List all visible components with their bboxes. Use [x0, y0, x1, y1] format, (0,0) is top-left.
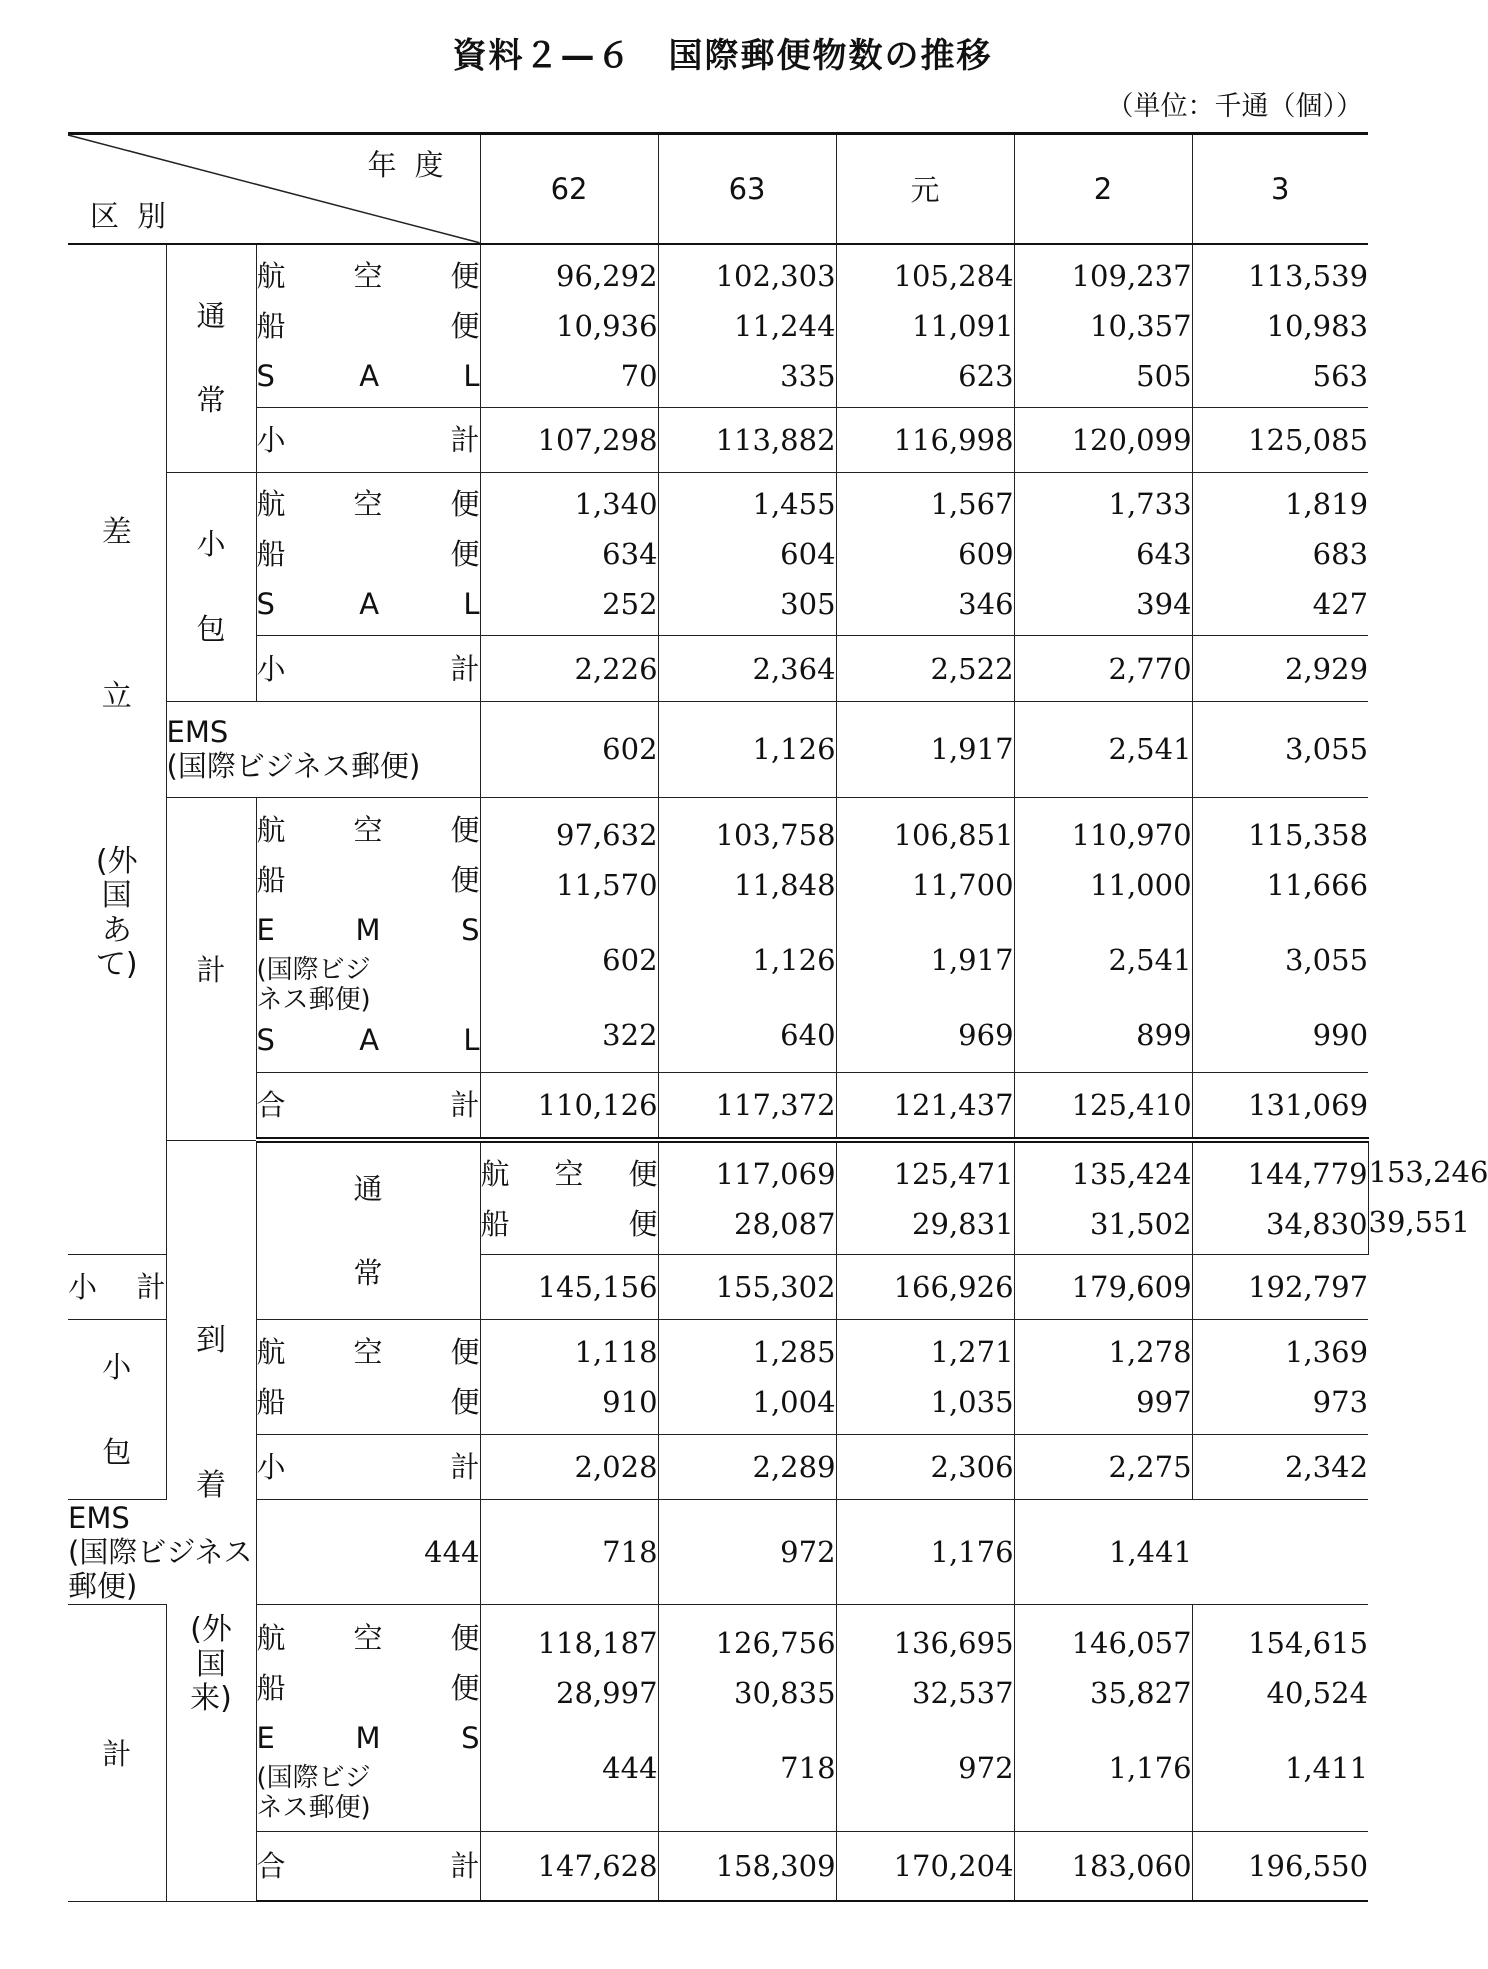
- category-header-label: 区別: [90, 198, 185, 233]
- data-cell: 121,437: [836, 1073, 1014, 1140]
- data-cell: 2,275: [1014, 1434, 1192, 1499]
- year-header: 2: [1014, 134, 1192, 244]
- row-labels: 航 空 便 船 便 E M S (国際ビジ ネス郵便) S A L: [256, 797, 480, 1073]
- data-cell: 155,302: [658, 1255, 836, 1320]
- data-cell: 602: [480, 701, 658, 797]
- data-cell: 1,369 973: [1192, 1320, 1368, 1434]
- data-cell: 107,298: [480, 407, 658, 472]
- year-header: 63: [658, 134, 836, 244]
- group-tsujo: 通 常: [166, 244, 256, 473]
- group-kozutsumi: 小 包: [166, 472, 256, 701]
- data-cell: 1,567 609 346: [836, 472, 1014, 635]
- row-labels: 航 空 便 船 便 S A L: [256, 244, 480, 407]
- year-header: 3: [1192, 134, 1368, 244]
- data-cell: 166,926: [836, 1255, 1014, 1320]
- data-cell: 145,156: [480, 1255, 658, 1320]
- data-cell: 1,455 604 305: [658, 472, 836, 635]
- data-cell: 1,917: [836, 701, 1014, 797]
- page-title: 資料２—６ 国際郵便物数の推移: [452, 36, 993, 76]
- group-tsujo: 通 常: [256, 1140, 480, 1320]
- data-cell: 170,204: [836, 1831, 1014, 1901]
- data-cell: 147,628: [480, 1831, 658, 1901]
- row-labels: 航 空 便 船 便: [256, 1320, 480, 1434]
- data-cell: 113,882: [658, 407, 836, 472]
- data-cell: 110,126: [480, 1073, 658, 1140]
- header-corner: [68, 134, 480, 244]
- table-row: [68, 1500, 1368, 1605]
- data-cell: 144,779 34,830: [1192, 1140, 1368, 1254]
- data-cell: 158,309: [658, 1831, 836, 1901]
- data-cell: 2,342: [1192, 1434, 1368, 1499]
- data-cell: 2,541: [1014, 701, 1192, 797]
- table-row: [68, 407, 1368, 472]
- data-cell: 131,069: [1192, 1073, 1368, 1140]
- table-row: [68, 701, 1368, 797]
- data-cell: 192,797: [1192, 1255, 1368, 1320]
- table-row: [68, 1605, 1368, 1832]
- data-cell: 109,237 10,357 505: [1014, 244, 1192, 407]
- data-cell: 116,998: [836, 407, 1014, 472]
- data-cell: 135,424 31,502: [1014, 1140, 1192, 1254]
- row-label-ems: EMS (国際ビジネス郵便): [68, 1500, 256, 1605]
- data-cell: 1,441: [1014, 1500, 1192, 1605]
- table-row: [68, 636, 1368, 701]
- year-header-label: 年度: [367, 148, 462, 182]
- table-row: [68, 797, 1368, 1073]
- data-cell: 179,609: [1014, 1255, 1192, 1320]
- table-row: [68, 1320, 1368, 1434]
- section-outgoing: 差 立 (外 国 あ て): [68, 244, 166, 1255]
- data-cell: 117,372: [658, 1073, 836, 1140]
- year-header: 62: [480, 134, 658, 244]
- data-cell: 103,758 11,848 1,126 640: [658, 797, 836, 1073]
- row-labels: 航 空 便 船 便: [480, 1140, 658, 1254]
- data-cell: 1,126: [658, 701, 836, 797]
- data-cell: 2,364: [658, 636, 836, 701]
- data-cell: 125,085: [1192, 407, 1368, 472]
- row-label-subtotal: 小 計: [256, 636, 480, 701]
- data-cell: 1,271 1,035: [836, 1320, 1014, 1434]
- data-cell: 1,285 1,004: [658, 1320, 836, 1434]
- data-cell: 972: [658, 1500, 836, 1605]
- data-cell: 126,756 30,835 718: [658, 1605, 836, 1832]
- data-cell: 120,099: [1014, 407, 1192, 472]
- data-cell: 2,770: [1014, 636, 1192, 701]
- data-cell: 113,539 10,983 563: [1192, 244, 1368, 407]
- data-cell: 3,055: [1192, 701, 1368, 797]
- row-label-total: 合 計: [256, 1831, 480, 1901]
- table-row: 到 着 (外 国 来) 通 常 航 空 便 船 便 117,069 28,087 125,471 29,831 135,424 31,502 144,779 34,830 153,246 39,551: [68, 1140, 1368, 1254]
- data-cell: 125,471 29,831: [836, 1140, 1014, 1254]
- table-row: [68, 1831, 1368, 1901]
- data-cell: 105,284 11,091 623: [836, 244, 1014, 407]
- data-cell: 154,615 40,524 1,411: [1192, 1605, 1368, 1832]
- row-labels: 航 空 便 船 便 S A L: [256, 472, 480, 635]
- table-row: [68, 244, 1368, 407]
- data-cell: 2,522: [836, 636, 1014, 701]
- table-row: [68, 1073, 1368, 1140]
- row-label-subtotal: 小 計: [256, 1434, 480, 1499]
- data-cell: 1,278 997: [1014, 1320, 1192, 1434]
- data-cell: 110,970 11,000 2,541 899: [1014, 797, 1192, 1073]
- group-kei: 計: [166, 797, 256, 1140]
- data-cell: 136,695 32,537 972: [836, 1605, 1014, 1832]
- data-cell: 1,340 634 252: [480, 472, 658, 635]
- row-label-subtotal: 小 計: [256, 407, 480, 472]
- data-cell: 125,410: [1014, 1073, 1192, 1140]
- row-labels: 航 空 便 船 便 E M S (国際ビジ ネス郵便): [256, 1605, 480, 1832]
- data-cell: 102,303 11,244 335: [658, 244, 836, 407]
- data-cell: 97,632 11,570 602 322: [480, 797, 658, 1073]
- data-cell: 444: [256, 1500, 480, 1605]
- data-cell: 2,289: [658, 1434, 836, 1499]
- data-cell: 96,292 10,936 70: [480, 244, 658, 407]
- data-cell: 183,060: [1014, 1831, 1192, 1901]
- data-cell: 2,929: [1192, 636, 1368, 701]
- data-cell: 1,118 910: [480, 1320, 658, 1434]
- data-cell: 1,819 683 427: [1192, 472, 1368, 635]
- data-cell: 718: [480, 1500, 658, 1605]
- data-cell: 1,733 643 394: [1014, 472, 1192, 635]
- mail-volume-table: [68, 132, 1488, 1902]
- row-label-total: 合 計: [256, 1073, 480, 1140]
- data-cell: 146,057 35,827 1,176: [1014, 1605, 1192, 1832]
- data-cell: 2,028: [480, 1434, 658, 1499]
- data-cell: 115,358 11,666 3,055 990: [1192, 797, 1368, 1073]
- data-cell: 106,851 11,700 1,917 969: [836, 797, 1014, 1073]
- data-cell: 2,306: [836, 1434, 1014, 1499]
- data-cell: 1,176: [836, 1500, 1014, 1605]
- row-label-subtotal: 小 計: [68, 1255, 166, 1320]
- group-kozutsumi: 小 包: [68, 1320, 166, 1500]
- data-cell: 118,187 28,997 444: [480, 1605, 658, 1832]
- section-incoming: 到 着 (外 国 来): [166, 1140, 256, 1901]
- row-label-ems: EMS (国際ビジネス郵便): [166, 701, 480, 797]
- year-header: 元: [836, 134, 1014, 244]
- group-kei: 計: [68, 1605, 166, 1901]
- table-row: [68, 1434, 1368, 1499]
- table-row: [68, 472, 1368, 635]
- data-cell: 196,550: [1192, 1831, 1368, 1901]
- data-cell: 2,226: [480, 636, 658, 701]
- unit-label: （単位：千通（個））: [1106, 91, 1363, 122]
- data-cell: 117,069 28,087: [658, 1140, 836, 1254]
- header-row: [68, 134, 1368, 244]
